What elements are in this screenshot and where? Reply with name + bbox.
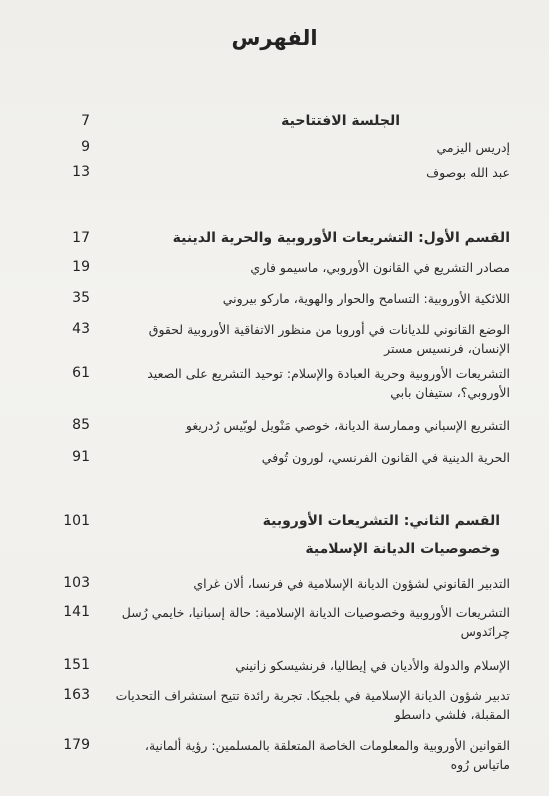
toc-entry (40, 574, 510, 598)
page-number: 179 (63, 737, 90, 753)
page-number: 61 (72, 365, 90, 381)
entry-title: القسم الأول: التشريعات الأوروبية والحرية الدينية (172, 230, 510, 246)
entry-title: الجلسة الافتتاحية (281, 113, 400, 129)
page-number: 13 (72, 164, 90, 180)
entry-title: الإسلام والدولة والأديان في إيطاليا، فرنشيسكو زانيني (235, 658, 510, 673)
entry-title: إدريس اليزمي (436, 140, 510, 155)
page-number: 101 (63, 513, 90, 529)
entry-title: تدبير شؤون الديانة الإسلامية في بلجيكا. تجربة رائدة تتيح استشراف التحديات المقبلة، فلشي داسطو (115, 688, 510, 722)
entry-title: الوضع القانوني للديانات في أوروبا من منظور الاتفاقية الأوروبية لحقوق الإنسان، فرنسيس مستر (148, 322, 510, 356)
toc-entry (40, 163, 510, 187)
page-title: الفهرس (231, 26, 318, 50)
page-number: 17 (72, 230, 90, 246)
toc-entry (40, 364, 510, 404)
entry-title: التدبير القانوني لشؤون الديانة الإسلامية في فرنسا، ألان غراي (193, 576, 510, 591)
page-number: 85 (72, 417, 90, 433)
page-number: 35 (72, 290, 90, 306)
toc-entry (40, 289, 510, 313)
page-number: 9 (81, 139, 90, 155)
toc-entry (40, 138, 510, 162)
page-number: 163 (63, 687, 90, 703)
entry-title: القوانين الأوروبية والمعلومات الخاصة المتعلقة بالمسلمين: رؤية ألمانية، ماتياس رُوه (144, 738, 510, 772)
toc-entry (40, 448, 510, 472)
entry-title: التشريعات الأوروبية وخصوصيات الديانة الإسلامية: حالة إسبانيا، خايمي رُسل چرانَدوس (121, 605, 510, 639)
toc-entry (40, 736, 510, 776)
page-number: 91 (72, 449, 90, 465)
toc-section-heading (40, 229, 510, 253)
entry-title: الحرية الدينية في القانون الفرنسي، لورون تُوفي (261, 450, 510, 465)
entry-title: مصادر التشريع في القانون الأوروبي، ماسيمو فاري (250, 260, 510, 275)
toc-section-heading (40, 540, 510, 564)
toc-entry (40, 656, 510, 680)
entry-title: القسم الثاني: التشريعات الأوروبية (262, 513, 500, 529)
page-number: 103 (63, 575, 90, 591)
toc-entry (40, 686, 510, 726)
toc-entry (40, 320, 510, 360)
entry-title: وخصوصيات الديانة الإسلامية (305, 541, 500, 557)
page-number: 151 (63, 657, 90, 673)
toc-entry (40, 416, 510, 440)
entry-title: التشريعات الأوروبية وحرية العبادة والإسلام: توحيد التشريع على الصعيد الأوروبي؟، ستيفان بابي (147, 366, 510, 400)
toc-entry (40, 112, 510, 136)
toc-entry (40, 258, 510, 282)
page-number: 43 (72, 321, 90, 337)
toc-section-heading (40, 512, 510, 536)
entry-title: التشريع الإسباني وممارسة الديانة، خوصي مَنْويل لوبّيس رُدريغو (185, 418, 510, 433)
page-number: 7 (81, 113, 90, 129)
entry-title: عبد الله بوصوف (426, 165, 510, 180)
page-number: 19 (72, 259, 90, 275)
entry-title: اللائكية الأوروبية: التسامح والحوار والهوية، ماركو بيروني (222, 291, 510, 306)
toc-entry (40, 603, 510, 643)
page-number: 141 (63, 604, 90, 620)
